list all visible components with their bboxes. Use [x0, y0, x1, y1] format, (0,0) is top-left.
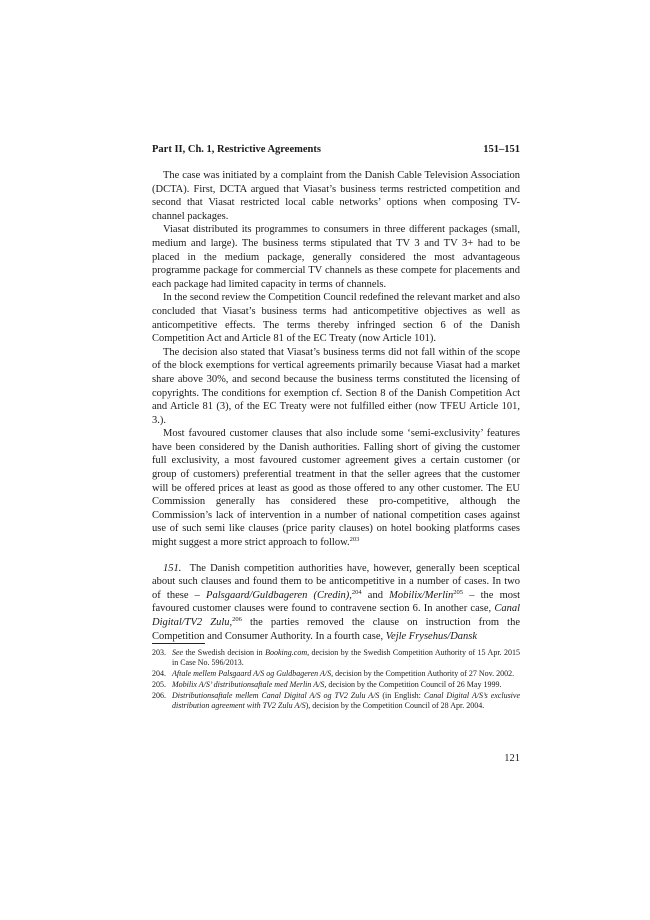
footnote-text	[172, 691, 520, 711]
header-section-range: 151–151	[483, 144, 520, 155]
paragraph-text: Most favoured customer clauses that also include some ‘semi-exclusivity’ features have been considered by the Danish authorities. Falling short of giving the customer full exclusivity, a most favoured customer agreement gives a certain customer (or group of customers) preferential treatment in that the seller agrees that the customer will be offered prices at least as good as those offered to any other customer. The EU Commission generally has considered these pro-competitive, although the Commission’s lack of intervention in a number of national competition cases against use of such semi like clauses (price parity clauses) on hotel booking platforms cases might suggest a more strict approach to follow.	[152, 428, 520, 549]
footnote-italic: See	[172, 648, 184, 657]
footnote-text	[172, 669, 520, 679]
paragraph-text: – the most favoured customer clauses were found to contravene section 6. In another case,	[152, 589, 521, 615]
footnote	[152, 669, 520, 679]
footnote	[152, 648, 520, 668]
footnote-number: 205.	[152, 680, 166, 689]
footnote-divider	[152, 643, 205, 644]
running-header	[152, 143, 520, 156]
paragraph-text: and	[361, 589, 390, 601]
paragraph: The decision also stated that Viasat’s business terms did not fall within of the scope of the block exemptions for vertical agreements primarily because Viasat had a market share above 30%, and second because the business terms constituted the licensing of copyrights. The conditions for exemption cf. Section 8 of the Danish Competition Act and Article 81 (3), of the EC Treaty were not fulfilled either (now TFEU Article 101, 3.).	[152, 346, 520, 426]
paragraph-number: 151.	[163, 562, 182, 574]
footnote-number: 206.	[152, 691, 166, 700]
footnote	[152, 691, 520, 711]
paragraph: In the second review the Competition Council redefined the relevant market and also concluded that Viasat’s business terms had anticompetitive objectives as well as anticompetitive effects. The terms thereby infringed section 6 of the Danish Competition Act and Article 81 of the EC Treaty (now Article 101).	[152, 292, 520, 345]
case-name: Canal Digital/TV2 Zulu,	[152, 603, 520, 628]
paragraph	[152, 427, 520, 549]
footnote-ref[interactable]: 203	[349, 536, 360, 544]
footnote-plain: (in English:	[379, 691, 424, 700]
footnote-plain: decision by the Swedish Competition Authority of 15 Apr. 2015 in Case No. 596/2013.	[172, 648, 520, 667]
footnote-text	[172, 680, 520, 690]
body-text	[152, 169, 520, 643]
footnote-ref[interactable]: 204	[351, 588, 362, 596]
footnote-italic: Distributionsaftale mellem Canal Digital A/S og TV2 Zulu A/S	[172, 691, 380, 700]
footnote-number: 203.	[152, 648, 166, 657]
page-content	[152, 143, 520, 643]
footnote-text	[172, 648, 520, 668]
paragraph-text: The Danish competition authorities have, however, generally been sceptical about such clauses and found them to be anticompetitive in a number of cases. In two of these –	[152, 562, 521, 601]
footnote-plain: the Swedish decision in	[183, 648, 266, 657]
footnote-italic: Mobilix A/S’ distributionsaftale med Merlin A/S,	[172, 680, 327, 689]
paragraph: Viasat distributed its programmes to consumers in three different packages (small, medium and large). The business terms stipulated that TV 3 and TV 3+ had to be placed in the medium package, generally considered the most advantageous programme package for commercial TV channels as these compete for placements and each package had limited capacity in terms of channels.	[152, 224, 520, 290]
paragraph: The case was initiated by a complaint from the Danish Cable Television Association (DCTA). First, DCTA argued that Viasat’s business terms restricted competition and second that Viasat restricted local cable networks’ options when composing TV-channel packages.	[152, 170, 520, 222]
footnote-italic: Aftale mellem Palsgaard A/S og Guldbageren A/S,	[172, 669, 334, 678]
case-name: Mobilix/Merlin	[389, 589, 454, 601]
footnote	[152, 680, 520, 690]
footnotes	[152, 648, 520, 712]
paragraph-text: the parties removed the clause on instruction from the Competition and Consumer Authority. In a fourth case,	[152, 617, 520, 642]
footnote-ref[interactable]: 206	[232, 616, 242, 623]
footnote-ref[interactable]: 205	[453, 588, 464, 596]
page-number: 121	[504, 753, 520, 764]
footnote-number: 204.	[152, 669, 166, 678]
footnote-plain: ), decision by the Competition Council of 28 Apr. 2004.	[305, 701, 485, 710]
header-title: Part II, Ch. 1, Restrictive Agreements	[152, 144, 321, 155]
footnote-italic: Booking.com,	[265, 648, 310, 657]
footnote-italic: Canal Digital A/S’s exclusive distribution agreement with TV2 Zulu A/S	[172, 691, 521, 710]
footnote-plain: decision by the Competition Council of 26 May 1999.	[326, 680, 502, 689]
footnote-plain: decision by the Competition Authority of 27 Nov. 2002.	[333, 669, 515, 678]
case-name: Vejle Frysehus/Dansk	[385, 630, 478, 642]
case-name: Palsgaard/Guldbageren (Credin),	[206, 589, 352, 601]
numbered-paragraph	[152, 562, 520, 644]
